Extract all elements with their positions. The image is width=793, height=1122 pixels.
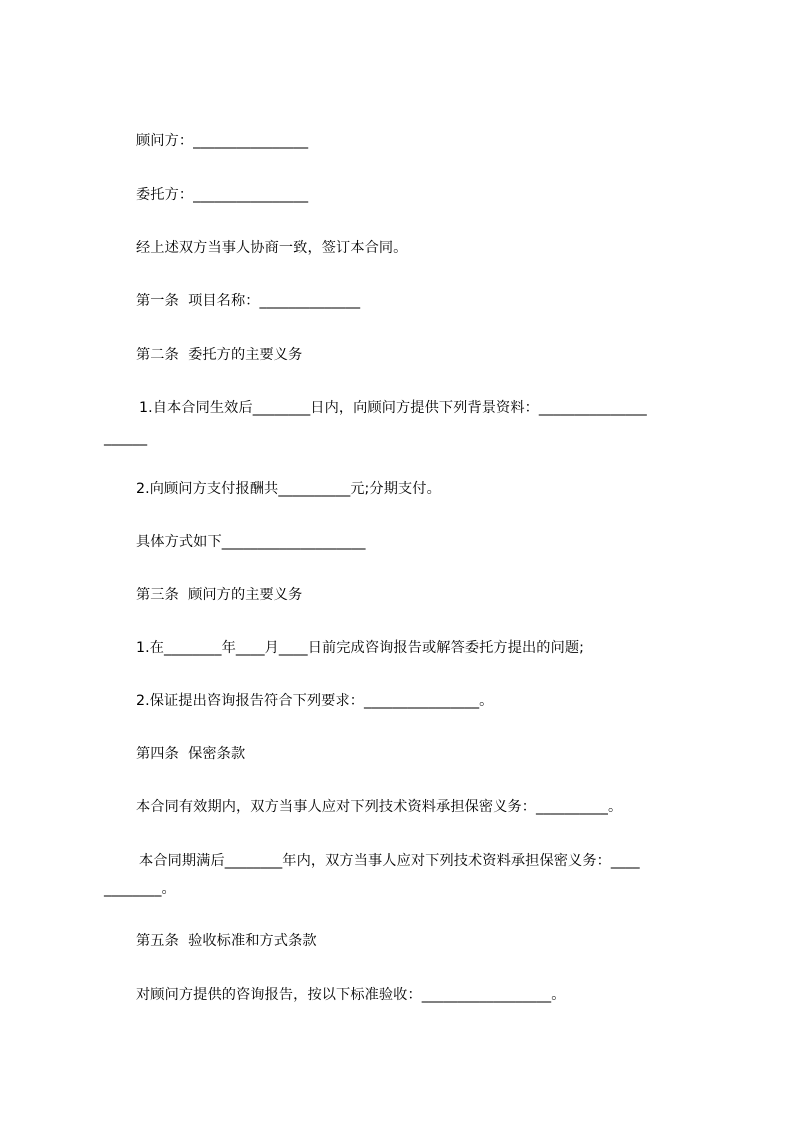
article-2-clause-2: 2.向顾问方支付报酬共__________元;分期支付。: [136, 481, 441, 497]
article-4-heading: 第四条 保密条款: [136, 746, 246, 762]
payment-method-line: 具体方式如下____________________: [136, 534, 366, 550]
agreement-statement: 经上述双方当事人协商一致，签订本合同。: [136, 240, 408, 256]
article-4-clause-1: 本合同有效期内，双方当事人应对下列技术资料承担保密义务：__________。: [136, 799, 623, 815]
article-2-clause-1: 1.自本合同生效后________日内，向顾问方提供下列背景资料：_______________: [139, 400, 647, 416]
article-5-clause-1: 对顾问方提供的咨询报告，按以下标准验收：__________________。: [136, 987, 566, 1003]
article-1-heading: 第一条 项目名称：______________: [136, 293, 361, 309]
article-5-heading: 第五条 验收标准和方式条款: [136, 933, 317, 949]
article-4-clause-2-continuation: ________。: [104, 881, 176, 897]
article-2-clause-1-continuation: ______: [104, 430, 148, 446]
article-4-clause-2: 本合同期满后________年内，双方当事人应对下列技术资料承担保密义务：____: [139, 853, 640, 869]
article-2-heading: 第二条 委托方的主要义务: [136, 347, 303, 363]
article-3-clause-2: 2.保证提出咨询报告符合下列要求：________________。: [136, 693, 494, 709]
client-party-line: 委托方：________________: [136, 187, 309, 203]
article-3-clause-1: 1.在________年____月____日前完成咨询报告或解答委托方提出的问题;: [136, 640, 585, 656]
consultant-party-line: 顾问方：________________: [136, 133, 309, 149]
article-3-heading: 第三条 顾问方的主要义务: [136, 587, 303, 603]
